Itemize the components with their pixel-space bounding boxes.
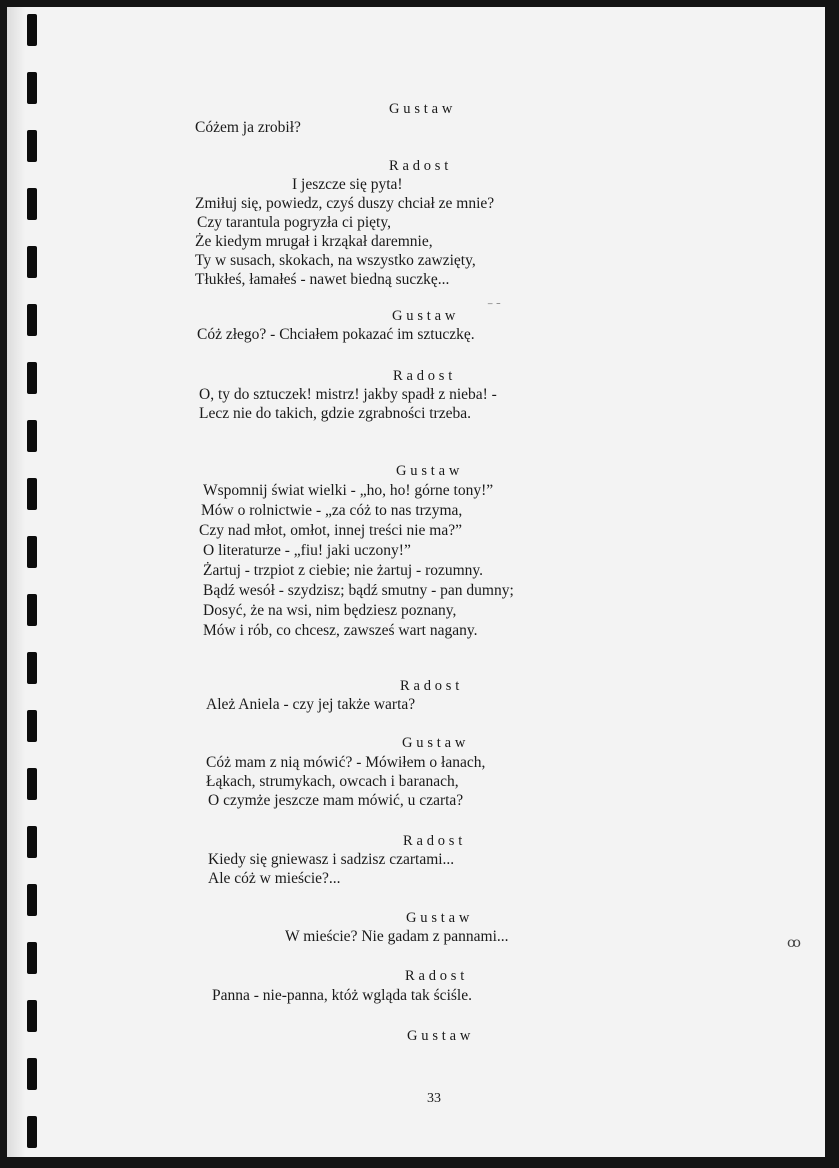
verse-line: Zmiłuj się, powiedz, czyś duszy chciał ze mnie? xyxy=(195,195,495,212)
scan-doodle-mark: ꝏ xyxy=(787,936,801,951)
binder-hole xyxy=(27,884,37,916)
verse-line: Panna - nie-panna, któż wgląda tak ściśle. xyxy=(212,987,472,1004)
speaker-name: Radost xyxy=(403,833,467,849)
verse-line: Cóżem ja zrobił? xyxy=(195,119,301,136)
speaker-name: Gustaw xyxy=(406,910,474,926)
speaker-name: Gustaw xyxy=(389,101,457,117)
verse-line: Wspomnij świat wielki - „ho, ho! górne tony!” xyxy=(203,482,494,499)
verse-line: Czy nad młot, omłot, innej treści nie ma?” xyxy=(199,522,463,539)
verse-line: Kiedy się gniewasz i sadzisz czartami... xyxy=(208,851,455,868)
binder-holes xyxy=(0,0,40,1168)
binder-hole xyxy=(27,14,37,46)
verse-line: Ależ Aniela - czy jej także warta? xyxy=(206,696,416,713)
binder-hole xyxy=(27,710,37,742)
verse-line: Lecz nie do takich, gdzie zgrabności trzeba. xyxy=(199,405,471,422)
binder-hole xyxy=(27,304,37,336)
speaker-name: Gustaw xyxy=(396,463,464,479)
verse-line: Żartuj - trzpiot z ciebie; nie żartuj - rozumny. xyxy=(203,562,484,579)
binder-hole xyxy=(27,362,37,394)
speaker-name: Gustaw xyxy=(392,308,460,324)
verse-line: W mieście? Nie gadam z pannami... xyxy=(285,928,509,945)
verse-line: Cóż mam z nią mówić? - Mówiłem o łanach, xyxy=(206,754,486,771)
binder-hole xyxy=(27,420,37,452)
binder-hole xyxy=(27,478,37,510)
binder-hole xyxy=(27,1116,37,1148)
binder-hole xyxy=(27,1000,37,1032)
speaker-name: Radost xyxy=(400,678,464,694)
scan-speck-mark: ⁻ ˉ xyxy=(487,299,501,313)
verse-line: O literaturze - „fiu! jaki uczony!” xyxy=(203,542,411,559)
binder-hole xyxy=(27,942,37,974)
page-number: 33 xyxy=(427,1091,441,1106)
binder-hole xyxy=(27,768,37,800)
verse-line: Ty w susach, skokach, na wszystko zawzięty, xyxy=(195,252,476,269)
binder-hole xyxy=(27,246,37,278)
verse-line: Łąkach, strumykach, owcach i baranach, xyxy=(206,773,459,790)
binder-hole xyxy=(27,594,37,626)
speaker-name: Radost xyxy=(393,368,457,384)
verse-line: Mów o rolnictwie - „za cóż to nas trzyma, xyxy=(201,502,463,519)
binder-hole xyxy=(27,1058,37,1090)
speaker-name: Gustaw xyxy=(407,1028,475,1044)
binder-hole xyxy=(27,72,37,104)
verse-line: O czymże jeszcze mam mówić, u czarta? xyxy=(208,792,464,809)
binder-hole xyxy=(27,536,37,568)
binder-hole xyxy=(27,826,37,858)
verse-line: Że kiedym mrugał i krząkał daremnie, xyxy=(195,233,433,250)
speaker-name: Radost xyxy=(389,158,453,174)
verse-line: Cóż złego? - Chciałem pokazać im sztuczkę. xyxy=(197,326,475,343)
speaker-name: Gustaw xyxy=(402,735,470,751)
binder-hole xyxy=(27,188,37,220)
speaker-name: Radost xyxy=(405,968,469,984)
binder-hole xyxy=(27,130,37,162)
verse-line: Ale cóż w mieście?... xyxy=(208,870,341,887)
binder-hole xyxy=(27,652,37,684)
verse-line: O, ty do sztuczek! mistrz! jakby spadł z nieba! - xyxy=(199,386,497,403)
verse-line: Mów i rób, co chcesz, zawsześ wart nagany. xyxy=(203,622,478,639)
verse-line: I jeszcze się pyta! xyxy=(292,176,403,193)
verse-line: Tłukłeś, łamałeś - nawet biedną suczkę... xyxy=(195,271,450,288)
verse-line: Bądź wesół - szydzisz; bądź smutny - pan dumny; xyxy=(203,582,514,599)
verse-line: Dosyć, że na wsi, nim będziesz poznany, xyxy=(203,602,457,619)
verse-line: Czy tarantula pogryzła ci pięty, xyxy=(197,214,391,231)
scanned-page xyxy=(7,7,825,1157)
